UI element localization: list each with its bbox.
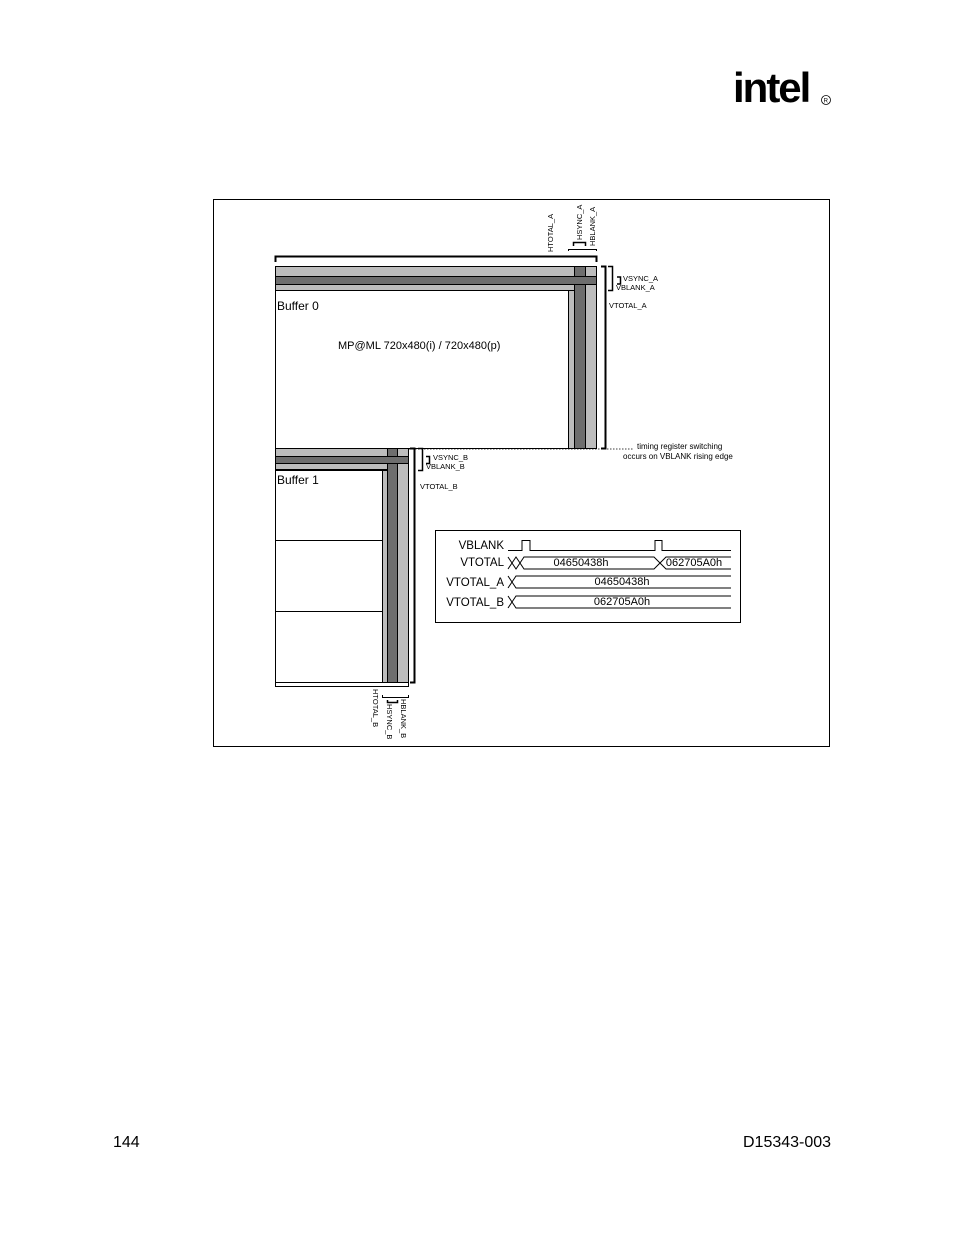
registered-mark-letter: R [823, 98, 828, 105]
buffer0-label: Buffer 0 [277, 299, 319, 313]
buffer0-region [276, 267, 597, 449]
hsync-a-label: HSYNC_A [575, 204, 584, 240]
htotal-a-label: HTOTAL_A [546, 213, 555, 252]
document-id: D15343-003 [743, 1134, 832, 1151]
vblank-b-label: VBLANK_B [426, 462, 465, 471]
logo-wordmark: intel [733, 64, 810, 111]
vtotal-b-signal-label: VTOTAL_B [446, 597, 504, 609]
hblank-a-bracket [569, 250, 597, 252]
hblank-b-label: HBLANK_B [399, 699, 408, 739]
vsync-b-label: VSYNC_B [433, 453, 469, 462]
vblank-a-label: VBLANK_A [616, 283, 655, 292]
htotal-b-label: HTOTAL_B [371, 689, 380, 728]
vtotal-a-signal-label: VTOTAL_A [446, 577, 504, 589]
switch-note-line2: occurs on VBLANK rising edge [623, 452, 733, 461]
vsync-a-label: VSYNC_A [623, 274, 659, 283]
vtotal-value2: 062705A0h [665, 557, 723, 569]
hblank-b-bracket [383, 695, 409, 698]
buffer1-label: Buffer 1 [277, 473, 319, 487]
vblank-b-bracket [418, 449, 423, 471]
htotal-a-bracket [276, 257, 597, 263]
page-number: 144 [113, 1134, 140, 1151]
vtotal-b-label: VTOTAL_B [420, 482, 458, 491]
vtotal-a-label: VTOTAL_A [609, 301, 647, 310]
vblank-signal-label: VBLANK [458, 540, 504, 552]
vtotal-signal-label: VTOTAL [460, 557, 504, 569]
mode-label: MP@ML 720x480(i) / 720x480(p) [338, 340, 501, 352]
hblank-a-label: HBLANK_A [588, 206, 597, 246]
htotal-b-bracket [276, 683, 409, 687]
vblank-a-bracket [608, 267, 613, 291]
vtotal-b-bracket [410, 449, 415, 683]
vtotal-a-bracket [601, 267, 606, 449]
buffer1-active-area [276, 471, 383, 683]
vtotal-value1: 04650438h [553, 557, 609, 569]
hsync-b-label: HSYNC_B [385, 704, 394, 740]
hsync-a-bracket [574, 243, 586, 247]
vtotal-b-value: 062705A0h [593, 596, 651, 608]
switch-note-line1: timing register switching [637, 442, 723, 451]
hsync-b-bracket [388, 700, 398, 703]
buffer0-active-area [276, 291, 569, 449]
timing-waveform-box [436, 531, 741, 623]
vtotal-a-value: 04650438h [594, 576, 650, 588]
